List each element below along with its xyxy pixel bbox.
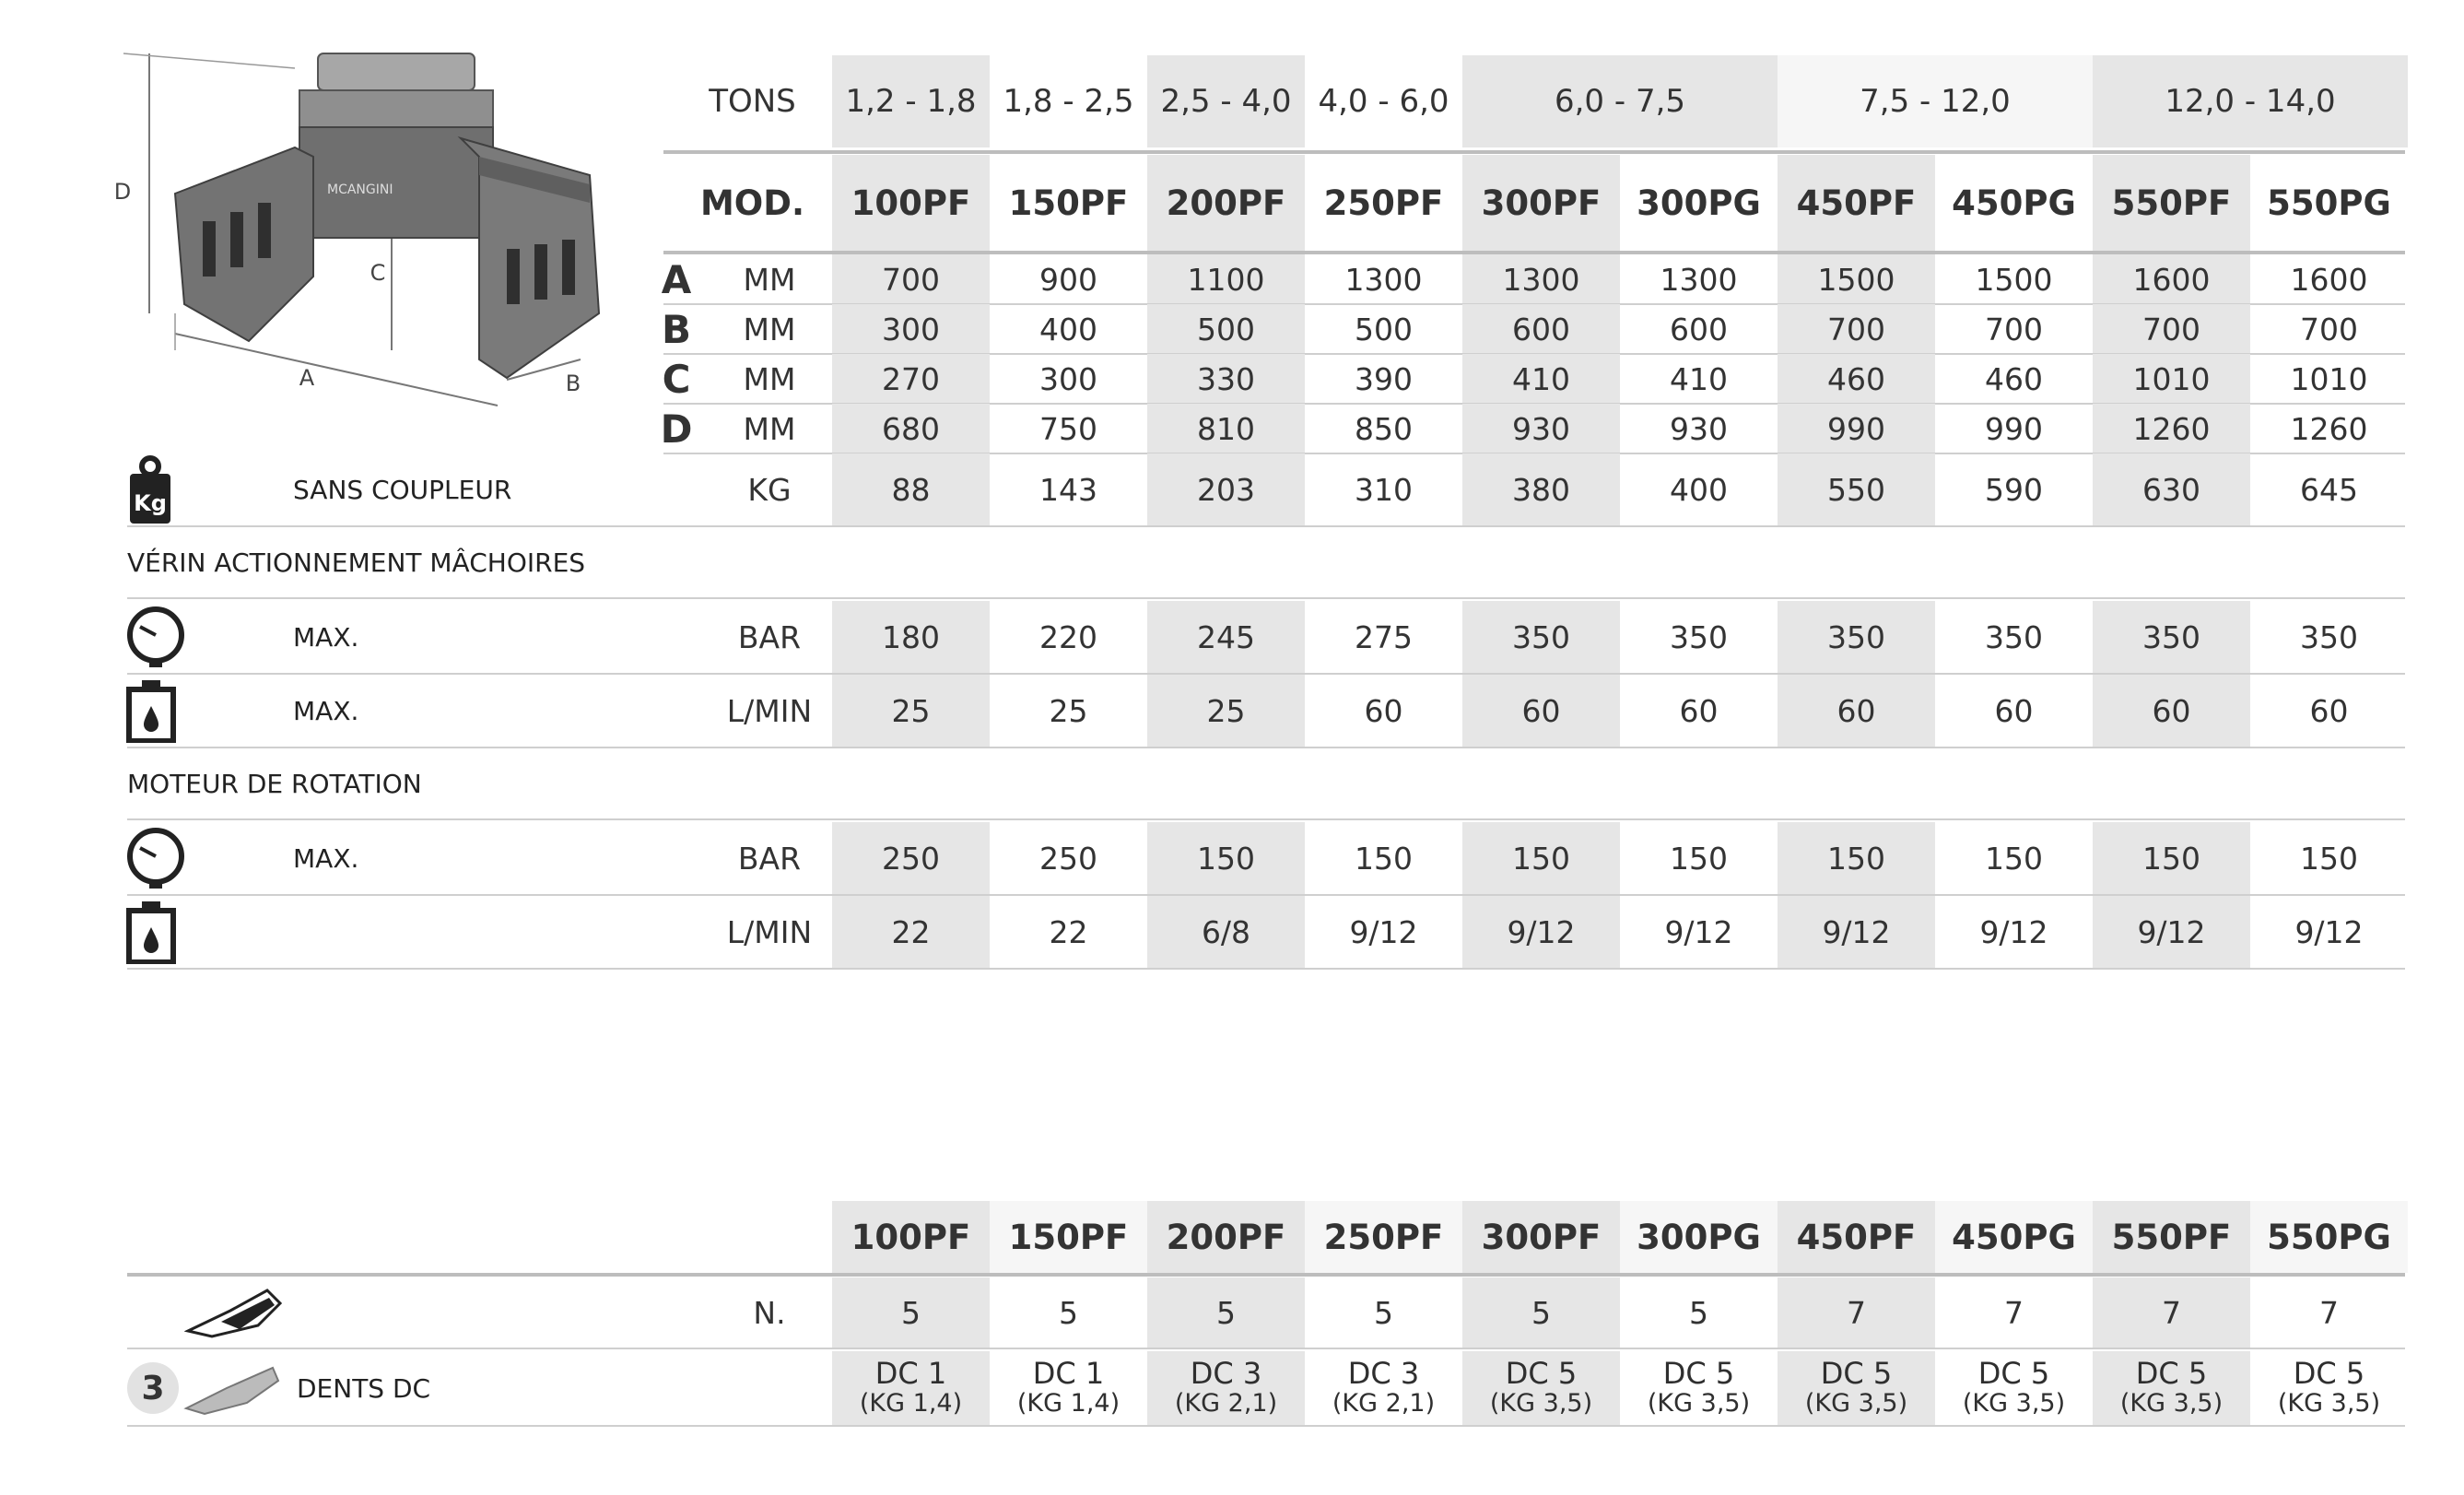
dimension-c-cell: 460	[1985, 360, 2043, 397]
mod-label: MOD.	[699, 182, 805, 223]
teeth-count-cell: 5	[1147, 1277, 1305, 1348]
teeth-type-weight: (KG 2,1)	[1332, 1389, 1436, 1418]
dimension-unit: MM	[743, 261, 796, 298]
oil-tank-icon	[125, 678, 177, 743]
tons-range-cell: 2,5 - 4,0	[1147, 55, 1305, 147]
dimension-d-cell: 930	[1670, 410, 1728, 447]
teeth-model-header-cell: 150PF	[990, 1201, 1147, 1273]
model-header-cell: 100PF	[832, 155, 990, 251]
moteur-row-divider	[127, 968, 2405, 970]
moteur-pressure-cell: 150	[1778, 822, 1935, 894]
dimension-a-cell: 1300	[1344, 261, 1423, 298]
verin-pressure-cell: 245	[1147, 601, 1305, 673]
dimension-c-cell: 390	[1355, 360, 1413, 397]
teeth-type-name: DC 5	[1820, 1356, 1893, 1391]
teeth-count-cell: 5	[1462, 1277, 1620, 1348]
moteur-flow-cell: 6/8	[1147, 896, 1305, 968]
verin-pressure-cell: 350	[2093, 601, 2250, 673]
teeth-type-cell	[1935, 1351, 2093, 1425]
svg-text:MCANGINI: MCANGINI	[327, 182, 393, 197]
tons-range-cell: 1,2 - 1,8	[832, 55, 990, 147]
moteur-pressure-cell: 150	[2093, 822, 2250, 894]
tooth-dc-icon	[182, 1360, 284, 1416]
verin-flow-label: MAX.	[293, 695, 359, 726]
moteur-pressure-cell: 150	[1985, 840, 2043, 877]
moteur-flow-cell: 22	[832, 896, 990, 968]
dimension-d-cell: 680	[832, 404, 990, 453]
weight-cell: 645	[2300, 471, 2358, 508]
dimension-d-cell: 850	[1355, 410, 1413, 447]
weight-cell: 203	[1147, 453, 1305, 525]
teeth-header-divider	[127, 1273, 2405, 1277]
teeth-badge: 3	[127, 1362, 179, 1414]
tooth-icon	[184, 1285, 286, 1340]
moteur-pressure-cell: 150	[1355, 840, 1413, 877]
verin-divider	[127, 597, 2405, 599]
dimension-c-cell: 300	[1039, 360, 1097, 397]
teeth-model-header-cell: 100PF	[832, 1201, 990, 1273]
teeth-count-cell: 7	[2319, 1294, 2339, 1331]
verin-pressure-cell: 350	[1670, 618, 1728, 655]
teeth-count-cell: 5	[832, 1277, 990, 1348]
dimension-c-cell: 1010	[2290, 360, 2368, 397]
teeth-type-name: DC 1	[874, 1356, 947, 1391]
moteur-flow-cell: 9/12	[1979, 913, 2048, 950]
dimension-d-cell: 1260	[2290, 410, 2368, 447]
verin-pressure-cell: 350	[1462, 601, 1620, 673]
verin-pressure-cell: 350	[1985, 618, 2043, 655]
moteur-flow-cell: 9/12	[2093, 896, 2250, 968]
dimension-b-cell: 700	[2093, 304, 2250, 354]
teeth-model-header-cell: 550PF	[2093, 1201, 2250, 1273]
verin-flow-cell: 60	[1778, 675, 1935, 747]
verin-pressure-cell: 350	[2300, 618, 2358, 655]
dimension-b-cell: 600	[1670, 311, 1728, 347]
teeth-model-header-cell: 450PG	[1935, 1201, 2093, 1273]
moteur-pressure-cell: 250	[832, 822, 990, 894]
teeth-type-cell	[990, 1351, 1147, 1425]
verin-pressure-cell: 275	[1355, 618, 1413, 655]
moteur-flow-cell: 9/12	[1778, 896, 1935, 968]
dimension-unit: MM	[743, 311, 796, 347]
dimension-letter: A	[661, 256, 692, 302]
teeth-type-label: DENTS DC	[297, 1372, 431, 1404]
product-drawing	[111, 37, 627, 424]
verin-flow-cell: 60	[1364, 692, 1403, 729]
dimension-c-cell: 410	[1462, 354, 1620, 404]
dimension-a-cell: 700	[832, 254, 990, 304]
dimension-b-cell: 700	[1778, 304, 1935, 354]
teeth-type-name: DC 3	[1347, 1356, 1420, 1391]
model-header-cell: 550PF	[2093, 155, 2250, 251]
teeth-type-cell	[1778, 1351, 1935, 1425]
verin-pressure-unit: BAR	[737, 618, 802, 655]
moteur-pressure-cell: 150	[2300, 840, 2358, 877]
dimension-b-cell: 700	[2300, 311, 2358, 347]
moteur-flow-cell: 9/12	[1349, 913, 1418, 950]
tons-range-cell: 7,5 - 12,0	[1778, 55, 2093, 147]
teeth-type-cell	[1620, 1351, 1778, 1425]
teeth-type-name: DC 5	[1505, 1356, 1578, 1391]
verin-pressure-label: MAX.	[293, 621, 359, 653]
teeth-count-cell: 5	[1689, 1294, 1708, 1331]
moteur-flow-unit: L/MIN	[726, 913, 813, 950]
teeth-type-name: DC 5	[2293, 1356, 2365, 1391]
weight-cell: 590	[1985, 471, 2043, 508]
moteur-divider	[127, 818, 2405, 820]
drawing-label-d: D	[113, 179, 132, 205]
weight-cell: 630	[2093, 453, 2250, 525]
dimension-d-cell: 930	[1462, 404, 1620, 453]
verin-flow-cell: 60	[2093, 675, 2250, 747]
drawing-label-c: C	[370, 260, 386, 286]
moteur-flow-cell: 9/12	[2294, 913, 2364, 950]
dimension-b-cell: 300	[832, 304, 990, 354]
verin-flow-cell: 60	[2309, 692, 2349, 729]
teeth-type-weight: (KG 1,4)	[859, 1389, 963, 1418]
svg-text:Kg: Kg	[134, 490, 167, 516]
model-header-cell: 150PF	[1008, 182, 1129, 223]
teeth-type-cell	[832, 1351, 990, 1425]
teeth-type-name: DC 5	[1977, 1356, 2050, 1391]
teeth-type-weight: (KG 3,5)	[2277, 1389, 2381, 1418]
grapple-illustration	[111, 37, 627, 424]
dimension-c-cell: 330	[1147, 354, 1305, 404]
moteur-flow-cell: 9/12	[1664, 913, 1733, 950]
dimension-d-cell: 990	[1985, 410, 2043, 447]
pressure-gauge-icon	[125, 826, 186, 890]
tons-label: TONS	[709, 83, 796, 120]
dimension-b-cell: 500	[1147, 304, 1305, 354]
dimension-a-cell: 1600	[2290, 261, 2368, 298]
moteur-pressure-cell: 250	[1039, 840, 1097, 877]
model-header-cell: 450PF	[1778, 155, 1935, 251]
dimension-letter: C	[662, 356, 691, 402]
section-title-verin: VÉRIN ACTIONNEMENT MÂCHOIRES	[127, 547, 586, 578]
dimension-a-cell: 1300	[1462, 254, 1620, 304]
weight-cell: 310	[1355, 471, 1413, 508]
model-header-cell: 200PF	[1147, 155, 1305, 251]
moteur-flow-cell: 9/12	[1462, 896, 1620, 968]
verin-flow-unit: L/MIN	[726, 692, 813, 729]
teeth-type-cell	[1462, 1351, 1620, 1425]
teeth-model-header-cell: 250PF	[1305, 1201, 1462, 1273]
verin-flow-cell: 25	[1147, 675, 1305, 747]
tons-range-cell: 4,0 - 6,0	[1318, 83, 1449, 120]
section-title-moteur: MOTEUR DE ROTATION	[127, 768, 422, 799]
verin-pressure-cell: 350	[1778, 601, 1935, 673]
moteur-pressure-unit: BAR	[737, 840, 802, 877]
dimension-d-cell: 810	[1147, 404, 1305, 453]
teeth-count-cell: 7	[2093, 1277, 2250, 1348]
tons-range-cell: 1,8 - 2,5	[1003, 83, 1134, 120]
dimension-c-cell: 270	[832, 354, 990, 404]
tons-range-cell: 6,0 - 7,5	[1462, 55, 1778, 147]
dimension-d-cell: 750	[1039, 410, 1097, 447]
dimension-a-cell: 1500	[1975, 261, 2053, 298]
model-header-cell: 450PG	[1952, 182, 2076, 223]
teeth-type-weight: (KG 3,5)	[1489, 1389, 1593, 1418]
dimension-letter: D	[660, 406, 693, 452]
drawing-label-b: B	[565, 371, 581, 396]
teeth-count-unit: N.	[753, 1294, 786, 1331]
teeth-model-header-cell: 300PG	[1620, 1201, 1778, 1273]
pressure-gauge-icon	[125, 605, 186, 669]
dimension-c-cell: 460	[1778, 354, 1935, 404]
moteur-pressure-label: MAX.	[293, 842, 359, 874]
dimension-letter: B	[661, 306, 691, 352]
dimension-b-cell: 400	[1039, 311, 1097, 347]
teeth-count-divider	[127, 1348, 2405, 1349]
teeth-type-weight: (KG 3,5)	[1647, 1389, 1751, 1418]
teeth-type-name: DC 5	[1662, 1356, 1735, 1391]
verin-flow-cell: 25	[1049, 692, 1088, 729]
teeth-type-cell	[1305, 1351, 1462, 1425]
moteur-pressure-cell: 150	[1147, 822, 1305, 894]
teeth-count-cell: 5	[1374, 1294, 1393, 1331]
drawing-label-a: A	[299, 365, 315, 391]
dimension-unit: MM	[743, 410, 796, 447]
teeth-count-cell: 5	[1059, 1294, 1078, 1331]
moteur-pressure-cell: 150	[1462, 822, 1620, 894]
tons-range-cell: 12,0 - 14,0	[2093, 55, 2408, 147]
teeth-type-name: DC 5	[2135, 1356, 2208, 1391]
dimension-a-cell: 1300	[1660, 261, 1738, 298]
dimension-b-cell: 600	[1462, 304, 1620, 354]
teeth-type-name: DC 3	[1190, 1356, 1262, 1391]
verin-flow-cell: 60	[1994, 692, 2034, 729]
weight-icon	[127, 455, 173, 525]
verin-pressure-cell: 220	[1039, 618, 1097, 655]
moteur-pressure-cell: 150	[1670, 840, 1728, 877]
teeth-model-header-cell: 300PF	[1462, 1201, 1620, 1273]
teeth-model-header-cell: 550PG	[2250, 1201, 2408, 1273]
teeth-type-weight: (KG 3,5)	[1804, 1389, 1908, 1418]
dimension-a-cell: 1600	[2093, 254, 2250, 304]
weight-cell: 380	[1462, 453, 1620, 525]
dimension-c-cell: 410	[1670, 360, 1728, 397]
weight-cell: 88	[832, 453, 990, 525]
weight-label: SANS COUPLEUR	[293, 474, 512, 505]
dimension-b-cell: 700	[1985, 311, 2043, 347]
verin-flow-cell: 25	[832, 675, 990, 747]
weight-unit: KG	[747, 471, 792, 508]
teeth-type-weight: (KG 2,1)	[1174, 1389, 1278, 1418]
model-header-cell: 250PF	[1323, 182, 1444, 223]
teeth-type-name: DC 1	[1032, 1356, 1105, 1391]
dimension-a-cell: 1100	[1147, 254, 1305, 304]
dimension-d-cell: 1260	[2093, 404, 2250, 453]
teeth-type-weight: (KG 1,4)	[1016, 1389, 1121, 1418]
teeth-type-cell	[2250, 1351, 2408, 1425]
teeth-type-cell	[1147, 1351, 1305, 1425]
teeth-type-weight: (KG 3,5)	[2119, 1389, 2223, 1418]
teeth-type-cell	[2093, 1351, 2250, 1425]
dimension-d-cell: 990	[1778, 404, 1935, 453]
weight-cell: 400	[1670, 471, 1728, 508]
teeth-model-header-cell: 450PF	[1778, 1201, 1935, 1273]
verin-flow-cell: 60	[1679, 692, 1719, 729]
dimension-b-cell: 500	[1355, 311, 1413, 347]
teeth-count-cell: 7	[1778, 1277, 1935, 1348]
verin-pressure-cell: 180	[832, 601, 990, 673]
tons-divider	[663, 150, 2405, 154]
weight-cell: 550	[1778, 453, 1935, 525]
model-header-cell: 300PF	[1462, 155, 1620, 251]
dimension-a-cell: 900	[1039, 261, 1097, 298]
teeth-count-cell: 7	[2004, 1294, 2024, 1331]
oil-tank-icon	[125, 900, 177, 964]
dimension-c-cell: 1010	[2093, 354, 2250, 404]
teeth-model-header-cell: 200PF	[1147, 1201, 1305, 1273]
model-header-cell: 550PG	[2267, 182, 2391, 223]
moteur-flow-cell: 22	[1049, 913, 1088, 950]
teeth-type-divider	[127, 1425, 2405, 1427]
model-header-cell: 300PG	[1637, 182, 1761, 223]
weight-cell: 143	[1039, 471, 1097, 508]
teeth-type-weight: (KG 3,5)	[1962, 1389, 2066, 1418]
verin-flow-cell: 60	[1462, 675, 1620, 747]
dimension-unit: MM	[743, 360, 796, 397]
dimension-a-cell: 1500	[1778, 254, 1935, 304]
